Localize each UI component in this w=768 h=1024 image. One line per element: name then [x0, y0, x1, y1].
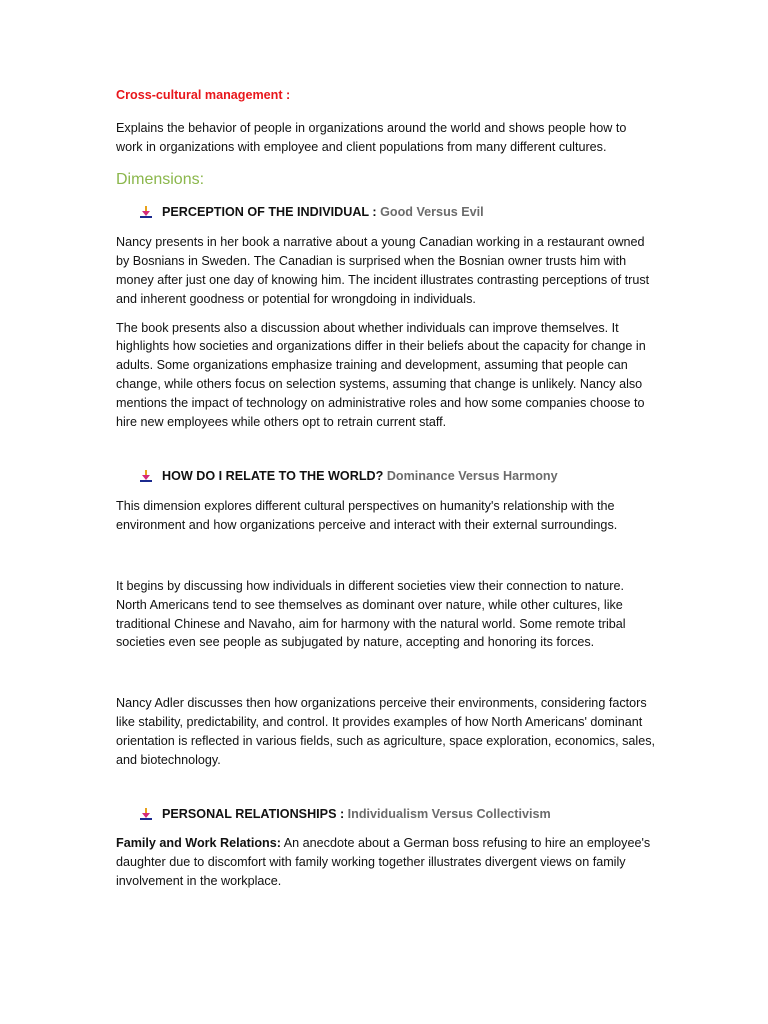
paragraph: [116, 834, 656, 890]
section-subtitle: Good Versus Evil: [380, 204, 484, 219]
arrow-bullet-icon: [140, 470, 152, 482]
paragraph: Nancy presents in her book a narrative about a young Canadian working in a restaurant owned by Bosnians in Sweden. The Canadian is surprised when the Bosnian owner trusts him with money after just one day of knowing him. The incident illustrates contrasting perceptions of trust and inherent goodness or potential for wrongdoing in individuals.: [116, 235, 650, 306]
arrow-bullet-icon: [140, 808, 152, 820]
document-page: [116, 86, 656, 891]
paragraph: Nancy Adler discusses then how organizations perceive their environments, considering factors like stability, predictability, and control. It provides examples of how North Americans' dominant orientation is reflected in various fields, such as agriculture, space exploration, economics, sales, and biotechnology.: [116, 696, 656, 767]
paragraph: It begins by discussing how individuals in different societies view their connection to nature. North Americans tend to see themselves as dominant over nature, while other cultures, like traditional Chinese and Navaho, aim for harmony with the natural world. Some remote tribal societies even see people as subjugated by nature, accepting and honoring its forces.: [116, 578, 626, 650]
section-subtitle: Dominance Versus Harmony: [386, 468, 558, 483]
section-title-world: [140, 466, 656, 486]
section-title-relationships: [140, 804, 656, 824]
section-subtitle: Individualism Versus Collectivism: [347, 806, 551, 821]
lead-label: Family and Work Relations:: [116, 836, 281, 851]
section-title: PERSONAL RELATIONSHIPS :: [162, 806, 345, 821]
section-title-perception: [140, 202, 656, 222]
page-heading: Cross-cultural management :: [116, 88, 291, 102]
paragraph: The book presents also a discussion about whether individuals can improve themselves. It highlights how societies and organizations differ in their beliefs about the capacity for change in adults. Some organizations emphasize training and development, assuming that people can change, while others focus on selection systems, assuming that change is unlikely. Nancy also mentions the impact of technology on administrative roles and how some companies choose to hire new employees while others opt to retrain current staff.: [116, 320, 646, 429]
section-title: PERCEPTION OF THE INDIVIDUAL :: [162, 204, 377, 219]
intro-paragraph: Explains the behavior of people in organizations around the world and shows people how to work in organizations with employee and client populations from many different cultures.: [116, 120, 627, 154]
lead-text: An anecdote about a German boss refusing to hire an employee's daughter due to discomfort with family working together illustrates divergent views on family involvement in the workplace.: [116, 836, 651, 888]
paragraph: This dimension explores different cultural perspectives on humanity's relationship with the environment and how organizations perceive and interact with their external surroundings.: [116, 499, 618, 533]
arrow-bullet-icon: [140, 206, 152, 218]
section-title: HOW DO I RELATE TO THE WORLD?: [162, 468, 384, 483]
dimensions-heading: Dimensions:: [116, 171, 205, 189]
